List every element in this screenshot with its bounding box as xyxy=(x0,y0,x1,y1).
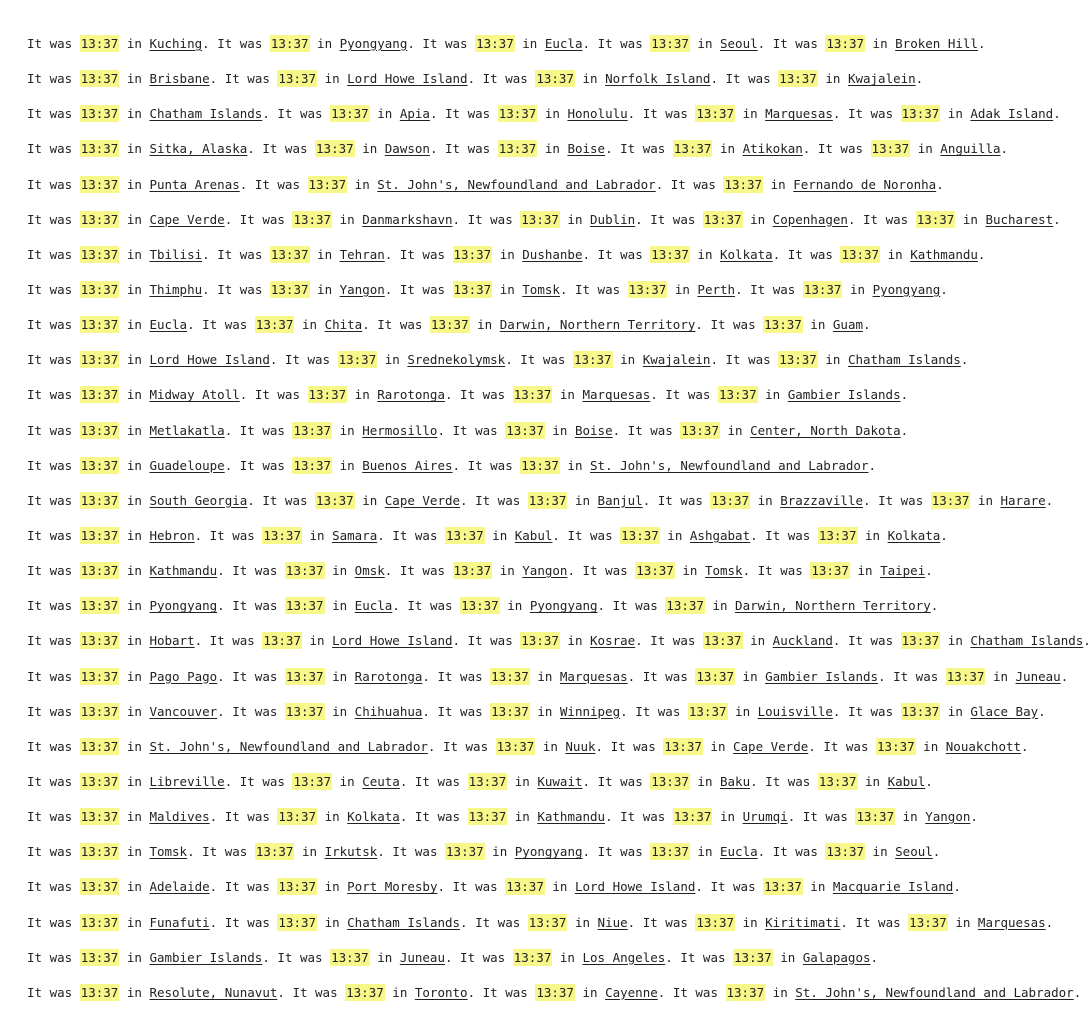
place-link[interactable]: Nuuk xyxy=(565,738,596,754)
text-line: It was 13:37 in Lord Howe Island. It was 13:37 in Srednekolymsk. It was 13:37 in Kwajalein. It was 13:37 in Chatham Islands. xyxy=(27,352,969,368)
time-highlight: 13:37 xyxy=(536,984,574,1000)
time-highlight: 13:37 xyxy=(80,598,119,614)
time-highlight: 13:37 xyxy=(293,211,332,227)
time-highlight: 13:37 xyxy=(703,211,742,227)
time-highlight: 13:37 xyxy=(293,457,332,473)
place-link[interactable]: Cayenne xyxy=(605,984,658,1000)
place-link[interactable]: Kolkata xyxy=(347,809,400,825)
place-link[interactable]: Kwajalein xyxy=(642,352,711,368)
place-link[interactable]: St. John's, Newfoundland and Labrador xyxy=(149,738,428,754)
place-link[interactable]: Anguilla xyxy=(940,141,1001,157)
place-link[interactable]: Cape Verde xyxy=(733,738,809,754)
place-link[interactable]: Maldives xyxy=(149,809,210,825)
place-link[interactable]: Srednekolymsk xyxy=(407,352,506,368)
time-highlight: 13:37 xyxy=(696,106,735,122)
time-highlight: 13:37 xyxy=(346,984,384,1000)
place-link[interactable]: Auckland xyxy=(772,633,833,649)
time-highlight: 13:37 xyxy=(871,141,910,157)
time-highlight: 13:37 xyxy=(901,106,940,122)
time-highlight: 13:37 xyxy=(80,703,119,719)
time-highlight: 13:37 xyxy=(811,563,849,579)
place-link[interactable]: Baku xyxy=(720,773,751,789)
time-highlight: 13:37 xyxy=(901,633,940,649)
place-link[interactable]: Kuwait xyxy=(537,773,583,789)
time-highlight: 13:37 xyxy=(513,949,552,965)
place-link[interactable]: Marquesas xyxy=(977,914,1046,930)
time-highlight: 13:37 xyxy=(818,773,857,789)
time-highlight: 13:37 xyxy=(651,773,689,789)
time-highlight: 13:37 xyxy=(80,352,119,368)
time-highlight: 13:37 xyxy=(285,668,324,684)
place-link[interactable]: Winnipeg xyxy=(559,703,621,719)
time-highlight: 13:37 xyxy=(666,598,704,614)
place-link[interactable]: Adelaide xyxy=(149,879,210,895)
time-highlight: 13:37 xyxy=(338,352,377,368)
place-link[interactable]: Metlakatla xyxy=(149,422,225,438)
place-link[interactable]: Sitka, Alaska xyxy=(149,141,248,157)
text-line: It was 13:37 in Adelaide. It was 13:37 in Port Moresby. It was 13:37 in Lord Howe Island. It was 13:37 in Macquarie Island. xyxy=(27,879,961,895)
time-highlight: 13:37 xyxy=(877,738,915,754)
time-highlight: 13:37 xyxy=(916,211,955,227)
time-highlight: 13:37 xyxy=(476,36,514,51)
time-highlight: 13:37 xyxy=(498,141,537,157)
place-link[interactable]: Samara xyxy=(332,527,378,543)
place-link[interactable]: Kolkata xyxy=(887,527,941,543)
place-link[interactable]: Urumqi xyxy=(742,809,788,825)
time-highlight: 13:37 xyxy=(496,738,535,754)
time-highlight: 13:37 xyxy=(80,809,119,825)
time-highlight: 13:37 xyxy=(255,317,294,333)
time-highlight: 13:37 xyxy=(80,527,119,543)
time-highlight: 13:37 xyxy=(80,879,119,895)
place-link[interactable]: Fernando de Noronha xyxy=(793,176,937,192)
place-link[interactable]: Eucla xyxy=(354,598,393,614)
time-highlight: 13:37 xyxy=(628,281,667,297)
time-highlight: 13:37 xyxy=(80,246,119,262)
time-highlight: 13:37 xyxy=(80,668,119,684)
place-link[interactable]: Cape Verde xyxy=(384,492,461,508)
place-link[interactable]: Lord Howe Island xyxy=(332,633,453,649)
place-link[interactable]: Yangon xyxy=(339,281,385,297)
time-highlight: 13:37 xyxy=(726,984,765,1000)
place-link[interactable]: Ashgabat xyxy=(689,527,751,543)
place-link[interactable]: Center, North Dakota xyxy=(750,422,901,438)
place-link[interactable]: Guam xyxy=(832,317,863,333)
place-link[interactable]: Kabul xyxy=(887,773,926,789)
place-link[interactable]: Eucla xyxy=(149,317,188,333)
place-link[interactable]: Seoul xyxy=(895,844,933,860)
time-highlight: 13:37 xyxy=(779,352,817,368)
place-link[interactable]: Pyongyang xyxy=(339,36,408,51)
place-link[interactable]: Kiritimati xyxy=(765,914,841,930)
place-link[interactable]: Thimphu xyxy=(149,281,203,297)
time-highlight: 13:37 xyxy=(453,281,492,297)
place-link[interactable]: Libreville xyxy=(149,773,225,789)
place-link[interactable]: Atikokan xyxy=(742,141,803,157)
time-highlight: 13:37 xyxy=(285,563,324,579)
place-link[interactable]: Copenhagen xyxy=(772,211,848,227)
place-link[interactable]: Tehran xyxy=(339,246,385,262)
time-highlight: 13:37 xyxy=(528,492,567,508)
time-highlight: 13:37 xyxy=(703,633,742,649)
place-link[interactable]: St. John's, Newfoundland and Labrador xyxy=(590,457,869,473)
time-highlight: 13:37 xyxy=(263,633,301,649)
place-link[interactable]: Los Angeles xyxy=(582,949,666,965)
place-link[interactable]: Boise xyxy=(567,141,606,157)
time-highlight: 13:37 xyxy=(621,527,659,543)
time-highlight: 13:37 xyxy=(316,141,354,157)
place-link[interactable]: Kathmandu xyxy=(149,563,218,579)
time-highlight: 13:37 xyxy=(80,949,119,965)
place-link[interactable]: Boise xyxy=(574,422,613,438)
place-link[interactable]: Dublin xyxy=(590,211,636,227)
text-line: It was 13:37 in Midway Atoll. It was 13:37 in Rarotonga. It was 13:37 in Marquesas. It was 13:37 in Gambier Islands. xyxy=(27,387,909,403)
place-link[interactable]: Kolkata xyxy=(720,246,773,262)
place-link[interactable]: Darwin, Northern Territory xyxy=(735,598,931,614)
text-line: It was 13:37 in St. John's, Newfoundland and Labrador. It was 13:37 in Nuuk. It was 13:37 in Cape Verde. It was 13:37 in Nouakchott. xyxy=(27,738,1029,754)
time-highlight: 13:37 xyxy=(446,844,484,860)
time-highlight: 13:37 xyxy=(278,809,317,825)
time-highlight: 13:37 xyxy=(651,844,689,860)
place-link[interactable]: Banjul xyxy=(597,492,643,508)
place-link[interactable]: Pyongyang xyxy=(529,598,598,614)
place-link[interactable]: Midway Atoll xyxy=(149,387,240,403)
time-highlight: 13:37 xyxy=(80,141,119,157)
time-highlight: 13:37 xyxy=(80,773,119,789)
time-highlight: 13:37 xyxy=(430,317,469,333)
place-link[interactable]: Dushanbe xyxy=(522,246,583,262)
place-link[interactable]: Honolulu xyxy=(567,106,628,122)
time-highlight: 13:37 xyxy=(80,563,119,579)
place-link[interactable]: Chatham Islands xyxy=(847,352,961,368)
place-link[interactable]: Bucharest xyxy=(985,211,1054,227)
time-text-document xyxy=(27,33,1091,1017)
place-link[interactable]: Hermosillo xyxy=(362,422,438,438)
place-link[interactable]: Darwin, Northern Territory xyxy=(499,317,696,333)
place-link[interactable]: Tomsk xyxy=(149,844,188,860)
time-highlight: 13:37 xyxy=(80,36,119,51)
time-highlight: 13:37 xyxy=(688,703,727,719)
time-highlight: 13:37 xyxy=(80,106,119,122)
place-link[interactable]: Hobart xyxy=(149,633,195,649)
time-highlight: 13:37 xyxy=(521,457,559,473)
time-highlight: 13:37 xyxy=(724,176,763,192)
text-line: It was 13:37 in Sitka, Alaska. It was 13:37 in Dawson. It was 13:37 in Boise. It was 13:37 in Atikokan. It was 13:37 in Anguilla. xyxy=(27,141,1009,157)
text-line: It was 13:37 in Resolute, Nunavut. It was 13:37 in Toronto. It was 13:37 in Cayenne. It was 13:37 in St. John's, Newfoundland and Labrador. xyxy=(27,984,1082,1000)
place-link[interactable]: Apia xyxy=(399,106,430,122)
time-highlight: 13:37 xyxy=(461,598,499,614)
time-highlight: 13:37 xyxy=(764,317,802,333)
place-link[interactable]: Kathmandu xyxy=(910,246,978,262)
place-link[interactable]: Pago Pago xyxy=(149,668,218,684)
time-highlight: 13:37 xyxy=(331,106,369,122)
place-link[interactable]: Yangon xyxy=(522,563,568,579)
time-highlight: 13:37 xyxy=(80,422,119,438)
place-link[interactable]: Galapagos xyxy=(802,949,871,965)
time-highlight: 13:37 xyxy=(673,809,712,825)
time-highlight: 13:37 xyxy=(270,281,309,297)
time-highlight: 13:37 xyxy=(80,317,119,333)
time-highlight: 13:37 xyxy=(293,773,332,789)
time-highlight: 13:37 xyxy=(734,949,772,965)
time-highlight: 13:37 xyxy=(573,352,612,368)
time-highlight: 13:37 xyxy=(278,879,317,895)
place-link[interactable]: Vancouver xyxy=(149,703,218,719)
text-line: It was 13:37 in Hebron. It was 13:37 in Samara. It was 13:37 in Kabul. It was 13:37 in Ashgabat. It was 13:37 in Kolkata. xyxy=(27,527,948,543)
place-link[interactable]: Cape Verde xyxy=(149,211,225,227)
place-link[interactable]: Louisville xyxy=(757,703,833,719)
time-highlight: 13:37 xyxy=(308,176,347,192)
place-link[interactable]: Brisbane xyxy=(149,71,210,87)
time-highlight: 13:37 xyxy=(80,914,119,930)
time-highlight: 13:37 xyxy=(506,422,544,438)
place-link[interactable]: Guadeloupe xyxy=(149,457,225,473)
place-link[interactable]: St. John's, Newfoundland and Labrador xyxy=(795,984,1074,1000)
text-line: It was 13:37 in Thimphu. It was 13:37 in Yangon. It was 13:37 in Tomsk. It was 13:37 in Perth. It was 13:37 in Pyongyang. xyxy=(27,281,948,297)
text-line: It was 13:37 in Pago Pago. It was 13:37 in Rarotonga. It was 13:37 in Marquesas. It was 13:37 in Gambier Islands. It was 13:37 in Juneau. xyxy=(27,668,1069,684)
place-link[interactable]: Pyongyang xyxy=(514,844,583,860)
text-line: It was 13:37 in Maldives. It was 13:37 in Kolkata. It was 13:37 in Kathmandu. It was 13:37 in Urumqi. It was 13:37 in Yangon. xyxy=(27,809,978,825)
place-link[interactable]: Ceuta xyxy=(362,773,400,789)
place-link[interactable]: Lord Howe Island xyxy=(574,879,696,895)
place-link[interactable]: Macquarie Island xyxy=(832,879,954,895)
time-highlight: 13:37 xyxy=(491,703,529,719)
time-highlight: 13:37 xyxy=(826,844,865,860)
place-link[interactable]: Lord Howe Island xyxy=(347,71,468,87)
time-highlight: 13:37 xyxy=(506,879,544,895)
place-link[interactable]: Buenos Aires xyxy=(362,457,453,473)
place-link[interactable]: Chita xyxy=(324,317,363,333)
time-highlight: 13:37 xyxy=(278,71,317,87)
place-link[interactable]: Eucla xyxy=(544,36,583,51)
time-highlight: 13:37 xyxy=(931,492,970,508)
time-highlight: 13:37 xyxy=(491,668,529,684)
time-highlight: 13:37 xyxy=(696,914,735,930)
place-link[interactable]: Marquesas xyxy=(559,668,628,684)
text-line: It was 13:37 in Tomsk. It was 13:37 in Irkutsk. It was 13:37 in Pyongyang. It was 13:37 in Eucla. It was 13:37 in Seoul. xyxy=(27,844,941,860)
time-highlight: 13:37 xyxy=(468,809,507,825)
text-line: It was 13:37 in Eucla. It was 13:37 in Chita. It was 13:37 in Darwin, Northern Territory. It was 13:37 in Guam. xyxy=(27,317,871,333)
place-link[interactable]: Gambier Islands xyxy=(765,668,879,684)
text-line: It was 13:37 in Chatham Islands. It was 13:37 in Apia. It was 13:37 in Honolulu. It was 13:37 in Marquesas. It was 13:37 in Adak Island. xyxy=(27,106,1061,122)
place-link[interactable]: Chatham Islands xyxy=(149,106,263,122)
place-link[interactable]: Rarotonga xyxy=(377,387,445,403)
time-highlight: 13:37 xyxy=(681,422,719,438)
place-link[interactable]: Chatham Islands xyxy=(347,914,461,930)
time-highlight: 13:37 xyxy=(308,387,347,403)
time-highlight: 13:37 xyxy=(285,598,324,614)
place-link[interactable]: Kuching xyxy=(149,36,203,51)
place-link[interactable]: Adak Island xyxy=(970,106,1054,122)
text-line: It was 13:37 in Hobart. It was 13:37 in Lord Howe Island. It was 13:37 in Kosrae. It was 13:37 in Auckland. It was 13:37 in Chatham Islands. xyxy=(27,633,1091,649)
time-highlight: 13:37 xyxy=(331,949,369,965)
text-line: It was 13:37 in Libreville. It was 13:37 in Ceuta. It was 13:37 in Kuwait. It was 13:37 in Baku. It was 13:37 in Kabul. xyxy=(27,773,933,789)
text-line: It was 13:37 in Cape Verde. It was 13:37 in Danmarkshavn. It was 13:37 in Dublin. It was 13:37 in Copenhagen. It was 13:37 in Bucharest. xyxy=(27,211,1061,227)
time-highlight: 13:37 xyxy=(513,387,552,403)
place-link[interactable]: Kathmandu xyxy=(537,809,606,825)
time-highlight: 13:37 xyxy=(718,387,757,403)
time-highlight: 13:37 xyxy=(536,71,574,87)
time-highlight: 13:37 xyxy=(468,773,507,789)
time-highlight: 13:37 xyxy=(696,668,735,684)
time-highlight: 13:37 xyxy=(664,738,702,754)
time-highlight: 13:37 xyxy=(818,527,857,543)
place-link[interactable]: Brazzaville xyxy=(780,492,863,508)
place-link[interactable]: Punta Arenas xyxy=(149,176,240,192)
place-link[interactable]: Chihuahua xyxy=(354,703,423,719)
time-highlight: 13:37 xyxy=(946,668,985,684)
place-link[interactable]: Marquesas xyxy=(765,106,833,122)
text-line: It was 13:37 in Punta Arenas. It was 13:37 in St. John's, Newfoundland and Labrador. It was 13:37 in Fernando de Noronha. xyxy=(27,176,944,192)
place-link[interactable]: Juneau xyxy=(399,949,445,965)
time-highlight: 13:37 xyxy=(909,914,947,930)
time-highlight: 13:37 xyxy=(856,809,895,825)
time-highlight: 13:37 xyxy=(901,703,940,719)
place-link[interactable]: Nouakchott xyxy=(945,738,1022,754)
time-highlight: 13:37 xyxy=(841,246,880,262)
text-line: It was 13:37 in Pyongyang. It was 13:37 in Eucla. It was 13:37 in Pyongyang. It was 13:37 in Darwin, Northern Territory. xyxy=(27,598,939,614)
time-highlight: 13:37 xyxy=(764,879,802,895)
time-highlight: 13:37 xyxy=(651,246,689,262)
time-highlight: 13:37 xyxy=(316,492,354,508)
place-link[interactable]: Gambier Islands xyxy=(787,387,901,403)
time-highlight: 13:37 xyxy=(263,527,301,543)
time-highlight: 13:37 xyxy=(80,738,119,754)
time-highlight: 13:37 xyxy=(779,71,817,87)
place-link[interactable]: Marquesas xyxy=(582,387,651,403)
place-link[interactable]: Omsk xyxy=(354,563,385,579)
text-line: It was 13:37 in Kathmandu. It was 13:37 in Omsk. It was 13:37 in Yangon. It was 13:37 in Tomsk. It was 13:37 in Taipei. xyxy=(27,563,933,579)
place-link[interactable]: Taipei xyxy=(880,563,926,579)
text-line: It was 13:37 in Funafuti. It was 13:37 in Chatham Islands. It was 13:37 in Niue. It was 13:37 in Kiritimati. It was 13:37 in Marquesas. xyxy=(27,914,1054,930)
time-highlight: 13:37 xyxy=(803,281,842,297)
place-link[interactable]: Norfolk Island xyxy=(605,71,711,87)
place-link[interactable]: Niue xyxy=(597,914,628,930)
place-link[interactable]: Juneau xyxy=(1015,668,1061,684)
time-highlight: 13:37 xyxy=(80,844,119,860)
time-highlight: 13:37 xyxy=(80,633,119,649)
place-link[interactable]: Eucla xyxy=(720,844,758,860)
text-line: It was 13:37 in Metlakatla. It was 13:37 in Hermosillo. It was 13:37 in Boise. It was 13:37 in Center, North Dakota. xyxy=(27,422,909,438)
place-link[interactable]: Kwajalein xyxy=(847,71,916,87)
place-link[interactable]: Hebron xyxy=(149,527,195,543)
place-link[interactable]: Port Moresby xyxy=(347,879,438,895)
time-highlight: 13:37 xyxy=(285,703,324,719)
time-highlight: 13:37 xyxy=(270,36,309,51)
place-link[interactable]: Pyongyang xyxy=(872,281,941,297)
time-highlight: 13:37 xyxy=(278,914,317,930)
time-highlight: 13:37 xyxy=(521,211,559,227)
place-link[interactable]: Yangon xyxy=(925,809,971,825)
text-line: It was 13:37 in Guadeloupe. It was 13:37 in Buenos Aires. It was 13:37 in St. John's, Newfoundland and Labrador. xyxy=(27,457,876,473)
place-link[interactable]: Tbilisi xyxy=(149,246,203,262)
place-link[interactable]: Pyongyang xyxy=(149,598,218,614)
text-line: It was 13:37 in South Georgia. It was 13:37 in Cape Verde. It was 13:37 in Banjul. It was 13:37 in Brazzaville. It was 13:37 in Harare. xyxy=(27,492,1054,508)
place-link[interactable]: Toronto xyxy=(414,984,468,1000)
time-highlight: 13:37 xyxy=(446,527,484,543)
time-highlight: 13:37 xyxy=(453,563,492,579)
place-link[interactable]: Kosrae xyxy=(590,633,636,649)
time-highlight: 13:37 xyxy=(521,633,559,649)
time-highlight: 13:37 xyxy=(636,563,674,579)
text-line: It was 13:37 in Gambier Islands. It was 13:37 in Juneau. It was 13:37 in Los Angeles. It was 13:37 in Galapagos. xyxy=(27,949,879,965)
place-link[interactable]: Rarotonga xyxy=(354,668,423,684)
place-link[interactable]: Glace Bay xyxy=(970,703,1039,719)
time-highlight: 13:37 xyxy=(673,141,712,157)
time-highlight: 13:37 xyxy=(80,492,119,508)
text-line: It was 13:37 in Brisbane. It was 13:37 in Lord Howe Island. It was 13:37 in Norfolk Island. It was 13:37 in Kwajalein. xyxy=(27,71,924,87)
text-line: It was 13:37 in Vancouver. It was 13:37 in Chihuahua. It was 13:37 in Winnipeg. It was 13:37 in Louisville. It was 13:37 in Glace Bay. xyxy=(27,703,1046,719)
place-link[interactable]: Tomsk xyxy=(704,563,743,579)
time-highlight: 13:37 xyxy=(80,211,119,227)
time-highlight: 13:37 xyxy=(80,984,119,1000)
time-highlight: 13:37 xyxy=(80,176,119,192)
time-highlight: 13:37 xyxy=(826,36,865,51)
time-highlight: 13:37 xyxy=(498,106,537,122)
time-highlight: 13:37 xyxy=(255,844,294,860)
place-link[interactable]: Broken Hill xyxy=(895,36,978,51)
time-highlight: 13:37 xyxy=(711,492,750,508)
place-link[interactable]: Resolute, Nunavut xyxy=(149,984,278,1000)
time-highlight: 13:37 xyxy=(80,387,119,403)
place-link[interactable]: Perth xyxy=(697,281,736,297)
time-highlight: 13:37 xyxy=(80,71,119,87)
place-link[interactable]: Chatham Islands xyxy=(970,633,1084,649)
place-link[interactable]: Dawson xyxy=(384,141,430,157)
place-link[interactable]: St. John's, Newfoundland and Labrador xyxy=(377,176,656,192)
place-link[interactable]: Gambier Islands xyxy=(149,949,263,965)
time-highlight: 13:37 xyxy=(651,36,689,51)
time-highlight: 13:37 xyxy=(453,246,492,262)
time-highlight: 13:37 xyxy=(270,246,309,262)
place-link[interactable]: Kabul xyxy=(514,527,553,543)
time-highlight: 13:37 xyxy=(293,422,332,438)
place-link[interactable]: Harare xyxy=(1000,492,1046,508)
place-link[interactable]: Funafuti xyxy=(149,914,210,930)
place-link[interactable]: Irkutsk xyxy=(324,844,378,860)
place-link[interactable]: Danmarkshavn xyxy=(362,211,453,227)
place-link[interactable]: South Georgia xyxy=(149,492,248,508)
place-link[interactable]: Tomsk xyxy=(522,281,560,297)
time-highlight: 13:37 xyxy=(80,281,119,297)
time-highlight: 13:37 xyxy=(528,914,567,930)
text-line: It was 13:37 in Kuching. It was 13:37 in Pyongyang. It was 13:37 in Eucla. It was 13:37 in Seoul. It was 13:37 in Broken Hill. xyxy=(27,36,986,51)
time-highlight: 13:37 xyxy=(80,457,119,473)
place-link[interactable]: Lord Howe Island xyxy=(149,352,270,368)
place-link[interactable]: Seoul xyxy=(720,36,758,51)
text-line: It was 13:37 in Tbilisi. It was 13:37 in Tehran. It was 13:37 in Dushanbe. It was 13:37 in Kolkata. It was 13:37 in Kathmandu. xyxy=(27,246,986,262)
